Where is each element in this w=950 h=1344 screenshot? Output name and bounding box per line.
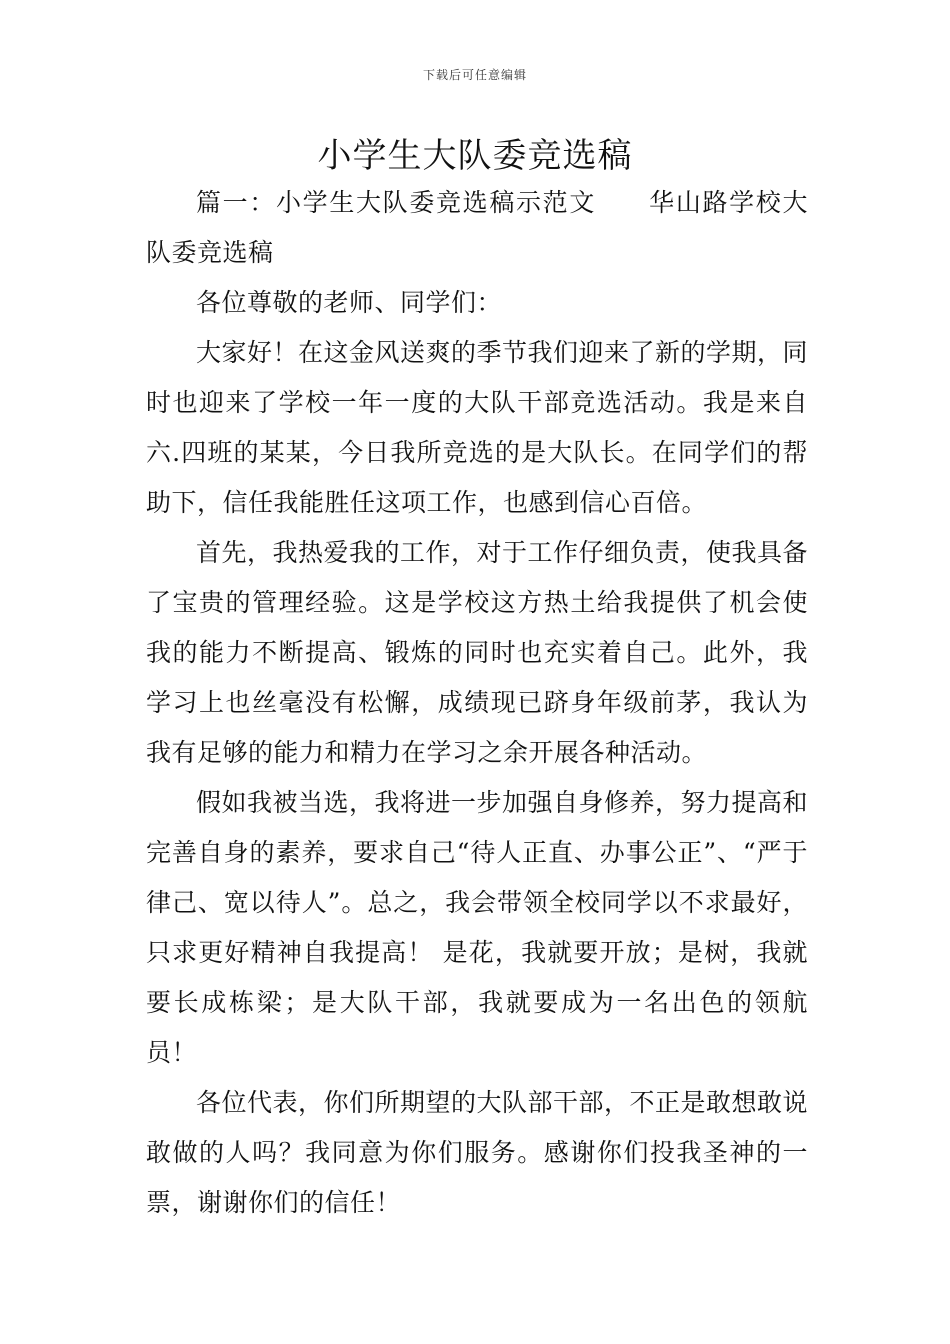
salutation-paragraph: 各位尊敬的老师、同学们： bbox=[196, 288, 503, 317]
qualification-paragraph: 首先，我热爱我的工作，对于工作仔细负责，使我具备了宝贵的管理经验。这是学校这方热土给我提供了机会使我的能力不断提高、锻炼的同时也充实着自己。此外，我学习上也丝毫没有松懈，成绩现已跻身年级前茅，我认为我有足够的能力和精力在学习之余开展各种活动。 bbox=[146, 538, 809, 767]
closing-paragraph: 各位代表，你们所期望的大队部干部，不正是敢想敢说敢做的人吗？我同意为你们服务。感谢你们投我圣神的一票，谢谢你们的信任！ bbox=[146, 1088, 809, 1217]
greeting-paragraph: 大家好！在这金风送爽的季节我们迎来了新的学期，同时也迎来了学校一年一度的大队干部竞选活动。我是来自六.四班的某某，今日我所竞选的是大队长。在同学们的帮助下，信任我能胜任这项工作，也感到信心百倍。 bbox=[146, 338, 809, 517]
header-note: 下载后可任意编辑 bbox=[422, 68, 527, 82]
intro-part-2: 华山路学校大队委竞选稿 bbox=[146, 188, 808, 267]
document-title: 小学生大队委竞选稿 bbox=[317, 136, 633, 176]
promise-paragraph: 假如我被当选，我将进一步加强自身修养，努力提高和完善自身的素养，要求自己“待人正直、办事公正”、“严于律己、宽以待人”。总之，我会带领全校同学以不求最好，只求更好精神自我提高！ 是花，我就要开放；是树，我就要长成栋梁；是大队干部，我就要成为一名出色的领航员！ bbox=[146, 788, 809, 1067]
intro-paragraph bbox=[146, 178, 808, 278]
intro-part-1: 篇一：小学生大队委竞选稿示范文 bbox=[196, 188, 596, 217]
document-body bbox=[146, 178, 808, 1228]
